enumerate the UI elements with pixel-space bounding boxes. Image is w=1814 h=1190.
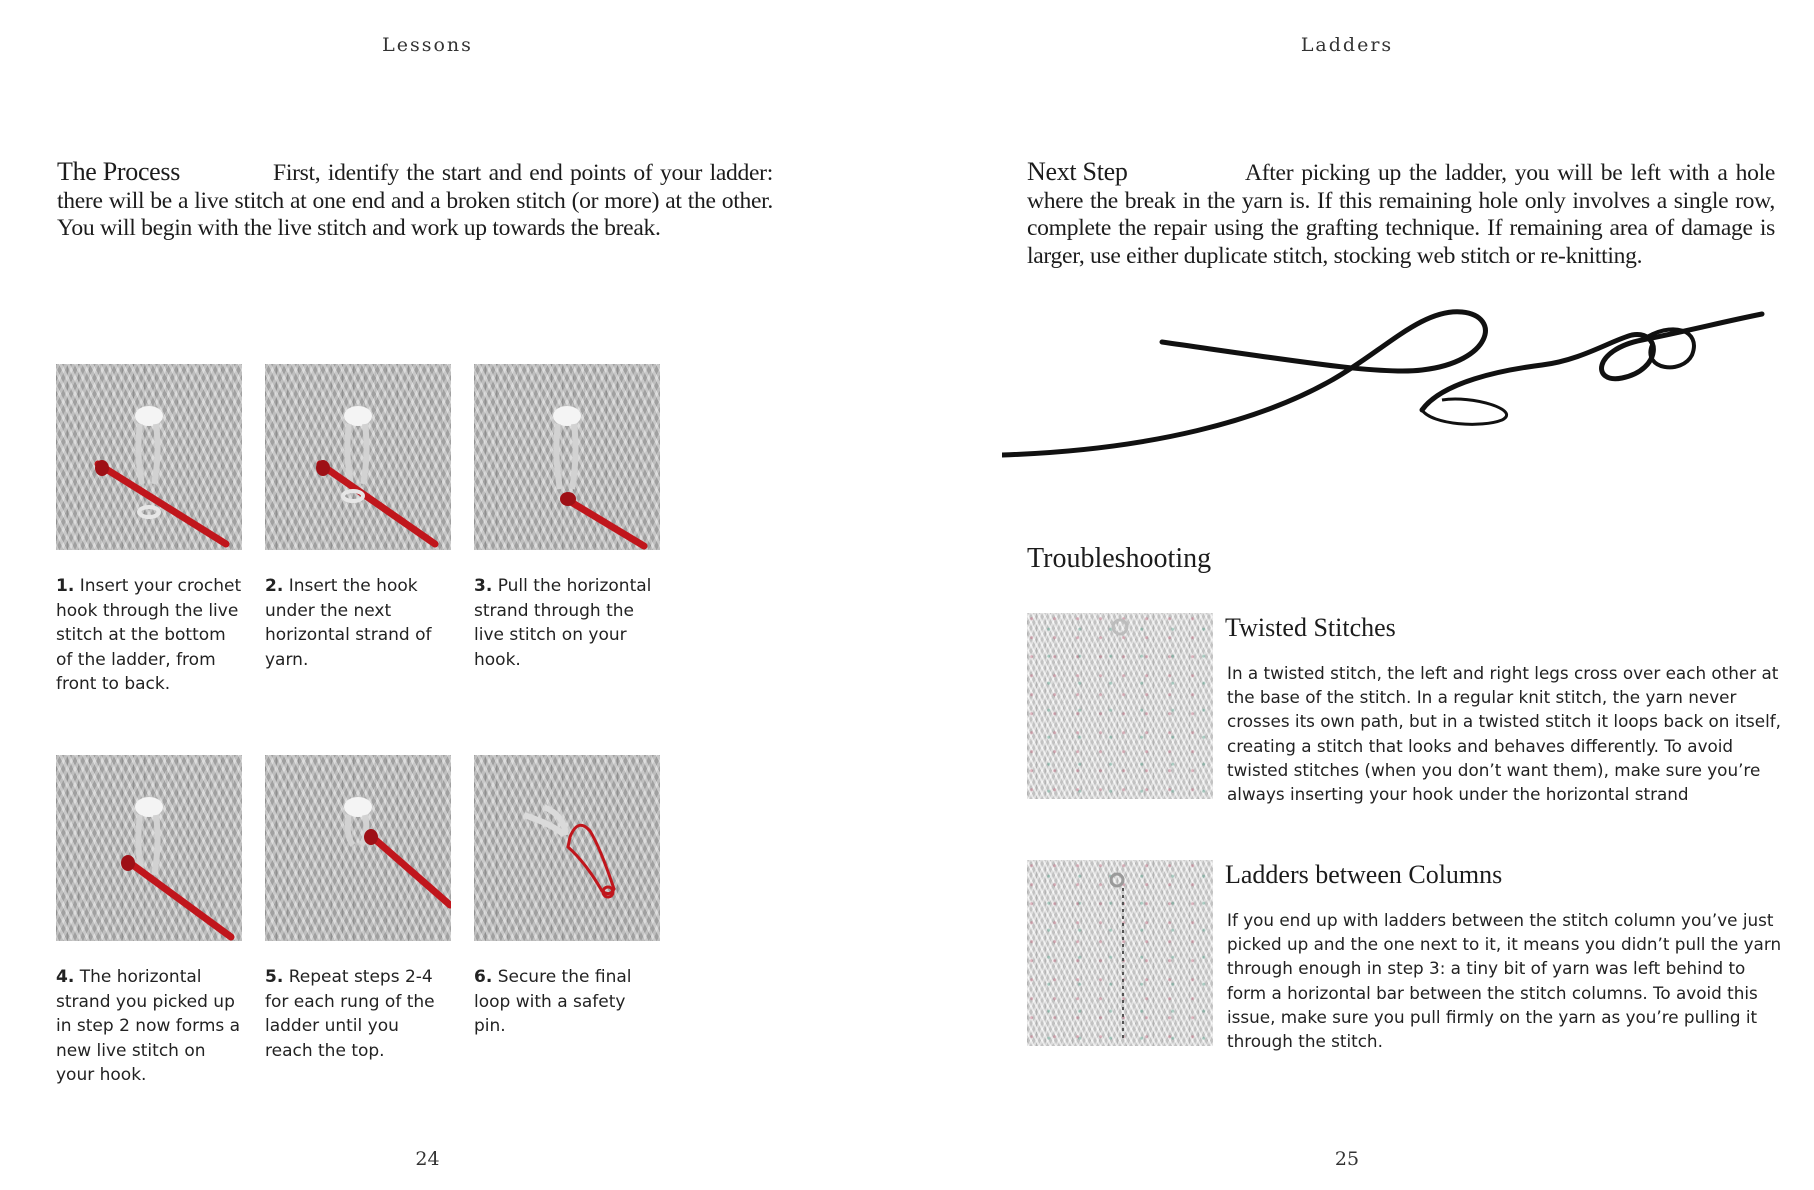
step-3-caption xyxy=(474,574,660,672)
next-step-intro xyxy=(1027,158,1775,270)
twisted-stitches-title: Twisted Stitches xyxy=(1225,613,1396,642)
twisted-stitches-text: In a twisted stitch, the left and right legs cross over each other at the base of the stitch. In a regular knit stitch, the yarn never crosses its own path, but in a twisted stitch it loops back on itself, creating a stitch that looks and behaves differently. To avoid twisted stitches (when you don’t want them), make sure you’re always inserting your hook under the horizontal strand xyxy=(1227,663,1781,805)
step-2-photo xyxy=(265,364,451,550)
step-2-caption xyxy=(265,574,451,672)
ladders-between-columns-photo xyxy=(1027,860,1213,1046)
step-1-number: 1. xyxy=(56,576,75,596)
step-4-photo xyxy=(56,755,242,941)
step-2 xyxy=(265,364,451,672)
page-number-right: 25 xyxy=(1334,1148,1360,1170)
running-head-right: Ladders xyxy=(1300,34,1394,56)
step-6 xyxy=(474,755,660,1039)
next-step-text: After picking up the ladder, you will be left with a hole where the break in the yarn is. If this remaining hole only involves a single row, complete the repair using the grafting technique. If remaining area of damage is larger, use either duplicate stitch, stocking web stitch or re-knitting. xyxy=(1027,160,1775,269)
step-6-number: 6. xyxy=(474,967,493,987)
ladders-between-columns-title: Ladders between Columns xyxy=(1225,860,1503,889)
step-5-photo xyxy=(265,755,451,941)
step-6-photo xyxy=(474,755,660,941)
step-5-number: 5. xyxy=(265,967,284,987)
step-4 xyxy=(56,755,242,1088)
step-3-text: Pull the horizontal strand through the live stitch on your hook. xyxy=(474,576,652,670)
running-head-left: Lessons xyxy=(382,34,473,56)
step-4-caption xyxy=(56,965,242,1088)
trouble-item-ladders-between-columns xyxy=(1027,860,1787,1050)
step-5-caption xyxy=(265,965,451,1063)
yarn-squiggle-illustration xyxy=(1002,300,1802,470)
troubleshooting-heading: Troubleshooting xyxy=(1027,543,1212,574)
step-1-text: Insert your crochet hook through the live stitch at the bottom of the ladder, from front to back. xyxy=(56,576,242,694)
step-1-caption xyxy=(56,574,242,697)
process-intro xyxy=(57,158,773,243)
step-2-number: 2. xyxy=(265,576,284,596)
right-page xyxy=(907,0,1814,1190)
process-text: First, identify the start and end points of your ladder: there will be a live stitch at one end and a broken stitch (or more) at the other. You will begin with the live stitch and work up towards the break. xyxy=(57,160,773,241)
process-heading: The Process xyxy=(57,157,181,186)
ladders-between-columns-text: If you end up with ladders between the stitch column you’ve just picked up and the one next to it, it means you didn’t pull the yarn through enough in step 3: a tiny bit of yarn was left behind to form a horizontal bar between the stitch columns. To avoid this issue, make sure you pull firmly on the yarn as you’re pulling it through the stitch. xyxy=(1227,910,1782,1052)
step-4-number: 4. xyxy=(56,967,75,987)
step-3-number: 3. xyxy=(474,576,493,596)
step-1-photo xyxy=(56,364,242,550)
page-number-left: 24 xyxy=(415,1148,440,1170)
step-1 xyxy=(56,364,242,697)
next-step-heading: Next Step xyxy=(1027,157,1128,186)
step-3-photo xyxy=(474,364,660,550)
step-3 xyxy=(474,364,660,672)
step-6-text: Secure the final loop with a safety pin. xyxy=(474,967,632,1036)
step-5 xyxy=(265,755,451,1063)
trouble-item-twisted-stitches xyxy=(1027,613,1787,803)
twisted-stitches-photo xyxy=(1027,613,1213,799)
step-2-text: Insert the hook under the next horizontal strand of yarn. xyxy=(265,576,432,670)
step-6-caption xyxy=(474,965,660,1039)
step-4-text: The horizontal strand you picked up in step 2 now forms a new live stitch on your hook. xyxy=(56,967,241,1085)
step-5-text: Repeat steps 2-4 for each rung of the ladder until you reach the top. xyxy=(265,967,435,1061)
